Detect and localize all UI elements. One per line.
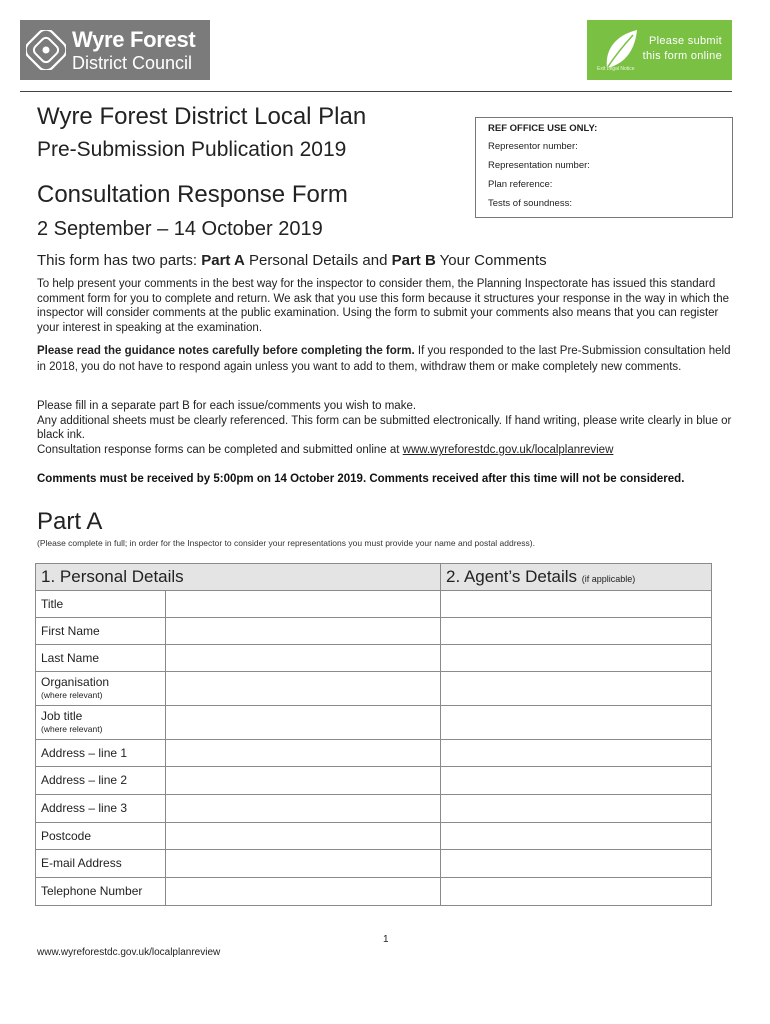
field-label: Title — [36, 591, 166, 618]
personal-input-field[interactable] — [166, 767, 441, 795]
submit-online-button[interactable] — [587, 20, 732, 80]
form-row — [36, 767, 712, 795]
agent-input-field[interactable] — [441, 591, 712, 618]
local-plan-review-link[interactable]: www.wyreforestdc.gov.uk/localplanreview — [402, 444, 614, 457]
footer-url: www.wyreforestdc.gov.uk/localplanreview — [37, 947, 221, 958]
intro-paragraph: To help present your comments in the best way for the inspector to consider them, the Planning Inspectorate has issued this standard comment form for you to complete and return. We ask that you use this form because it structures your response in the way in which the inspector will consider comments at the public examination. Using the form to submit your comments also means that you can register your interest in speaking at the examination. — [37, 278, 730, 335]
field-label: Last Name — [36, 645, 166, 672]
separate-part-b-instruction: Please fill in a separate part B for each issue/comments you wish to make. — [37, 400, 417, 412]
personal-input-field[interactable] — [166, 706, 441, 740]
agent-input-field[interactable] — [441, 740, 712, 767]
personal-input-field[interactable] — [166, 795, 441, 823]
logo-subtitle: District Council — [72, 52, 193, 73]
form-parts-summary: This form has two parts: Part A Personal Details and Part B Your Comments — [37, 252, 547, 269]
personal-input-field[interactable] — [166, 878, 441, 906]
submit-online-text: Please submit this form online — [642, 35, 722, 62]
part-a-note: (Please complete in full; in order for the Inspector to consider your representations you must provide your name and postal address). — [37, 538, 535, 548]
logo-title: Wyre Forest — [72, 26, 196, 52]
agent-input-field[interactable] — [441, 645, 712, 672]
agent-input-field[interactable] — [441, 878, 712, 906]
agent-input-field[interactable] — [441, 823, 712, 850]
header-divider — [20, 91, 732, 92]
office-use-box — [475, 117, 733, 218]
form-row — [36, 645, 712, 672]
personal-input-field[interactable] — [166, 591, 441, 618]
personal-details-header: 1. Personal Details — [36, 564, 441, 591]
form-row — [36, 740, 712, 767]
personal-input-field[interactable] — [166, 645, 441, 672]
submit-online-small-print: Exit Legal Notice — [597, 66, 635, 72]
additional-sheets-instruction: Any additional sheets must be clearly referenced. This form can be submitted electronically. If hand writing, please write clearly in blue or black ink. — [37, 414, 732, 442]
personal-input-field[interactable] — [166, 740, 441, 767]
field-label: E-mail Address — [36, 850, 166, 878]
personal-input-field[interactable] — [166, 618, 441, 645]
personal-input-field[interactable] — [166, 850, 441, 878]
form-row — [36, 823, 712, 850]
agent-input-field[interactable] — [441, 618, 712, 645]
representation-number-label: Representation number: — [488, 160, 590, 171]
publication-title: Pre-Submission Publication 2019 — [37, 138, 347, 161]
agent-input-field[interactable] — [441, 706, 712, 740]
representor-number-label: Representor number: — [488, 141, 578, 152]
deadline-notice: Comments must be received by 5:00pm on 14 October 2019. Comments received after this time will not be considered. — [37, 473, 685, 485]
agent-input-field[interactable] — [441, 850, 712, 878]
field-label: Address – line 2 — [36, 767, 166, 795]
field-label: First Name — [36, 618, 166, 645]
form-row — [36, 672, 712, 706]
plan-reference-label: Plan reference: — [488, 179, 553, 190]
personal-input-field[interactable] — [166, 823, 441, 850]
consultation-dates: 2 September – 14 October 2019 — [37, 218, 323, 240]
field-label: Postcode — [36, 823, 166, 850]
form-row — [36, 618, 712, 645]
agent-input-field[interactable] — [441, 672, 712, 706]
guidance-paragraph: Please read the guidance notes carefully before completing the form. If you responded to the last Pre-Submission consultation held in 2018, you do not have to respond again unless you want to add to them, withdraw them or make completely new comments. — [37, 345, 731, 373]
part-a-heading: Part A — [37, 508, 103, 535]
form-title: Consultation Response Form — [37, 181, 348, 208]
form-row — [36, 795, 712, 823]
field-label: Address – line 1 — [36, 740, 166, 767]
plan-title: Wyre Forest District Local Plan — [37, 103, 367, 130]
online-submission-instruction: Consultation response forms can be completed and submitted online at www.wyreforestdc.gov.uk/localplanreview — [37, 444, 614, 457]
agent-input-field[interactable] — [441, 767, 712, 795]
office-use-title: REF OFFICE USE ONLY: — [488, 123, 598, 134]
form-row — [36, 878, 712, 906]
agent-input-field[interactable] — [441, 795, 712, 823]
form-row — [36, 850, 712, 878]
field-label: Address – line 3 — [36, 795, 166, 823]
agent-details-header: 2. Agent’s Details (if applicable) — [441, 564, 712, 591]
instructions-block — [37, 399, 737, 458]
form-row — [36, 591, 712, 618]
council-emblem-icon — [20, 20, 72, 80]
page-number: 1 — [383, 934, 389, 945]
personal-details-table — [35, 563, 712, 906]
tests-of-soundness-label: Tests of soundness: — [488, 198, 572, 209]
form-row — [36, 706, 712, 740]
council-logo — [20, 20, 210, 80]
personal-input-field[interactable] — [166, 672, 441, 706]
field-label: Organisation (where relevant) — [36, 672, 166, 706]
field-label: Telephone Number — [36, 878, 166, 906]
field-label: Job title (where relevant) — [36, 706, 166, 740]
